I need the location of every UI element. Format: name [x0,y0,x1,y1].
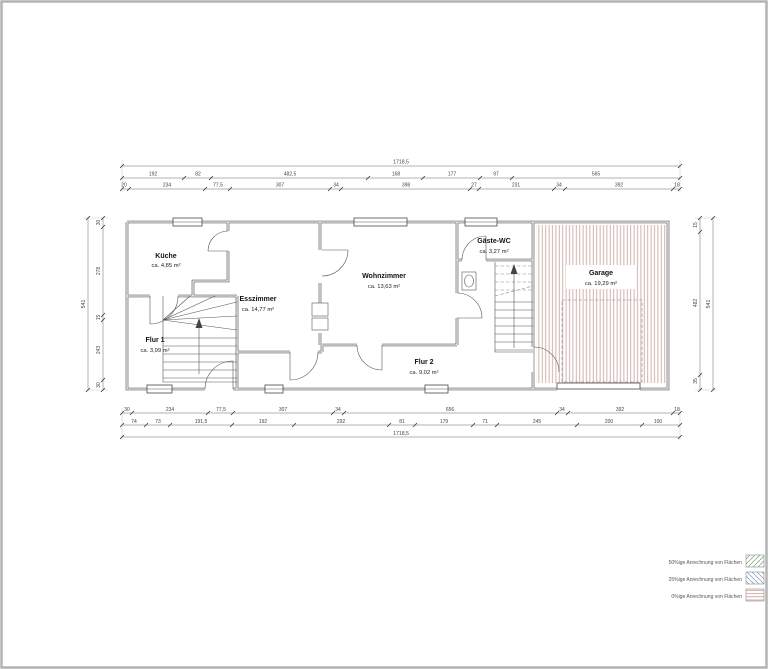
legend-swatch-red-horizontal [746,589,764,601]
room-area-wohnzimmer: ca. 13,63 m² [367,284,401,290]
dim-label: 177 [447,171,457,178]
dim-label: 1718,5 [393,159,409,166]
dim-label: 234 [165,406,175,413]
dim-label: 30 [124,406,130,413]
door-arc-wohnzimmer-esszimmer [322,250,348,276]
room-area-kueche: ca. 4,85 m² [151,263,181,269]
dim-label: 168 [391,171,401,178]
room-name-esszimmer: Esszimmer [239,296,277,303]
dim-label: 30 [96,382,102,388]
dim-label: 398 [401,182,411,189]
window [147,385,172,393]
dim-label: 243 [96,345,102,355]
dim-label: 81 [399,418,405,425]
window [354,218,407,226]
dim-label: 200 [604,418,614,425]
dim-label: 34 [335,406,341,413]
legend-label: 50%ige Anrechnung von Flächen [668,560,742,566]
door-arc-kueche [208,231,228,251]
dim-label: 1718,5 [393,430,409,437]
dim-label: 392 [614,182,624,189]
wc-fixture-bowl [465,275,474,287]
dim-label: 18 [674,406,680,413]
staircase-upper [462,262,533,352]
dim-label: 307 [278,406,288,413]
room-area-esszimmer: ca. 14,77 m² [241,307,275,313]
dimensions-top [120,160,682,193]
dim-label: 392 [615,406,625,413]
window [173,218,202,226]
dim-label: 565 [591,171,601,178]
window [425,385,448,393]
dim-label: 34 [333,182,339,189]
dim-label: 77,5 [216,406,226,413]
room-name-gaeste-wc: Gäste-WC [477,238,511,245]
dim-label: 192 [258,418,268,425]
dim-label: 15 [96,314,102,321]
chimney-block [312,303,328,316]
dim-label: 30 [96,219,102,226]
room-area-garage: ca. 19,29 m² [584,281,618,287]
dim-label: 656 [445,406,455,413]
dim-label: 191,5 [194,418,208,425]
door-arc-wohnzimmer-flur2 [357,345,382,370]
stair-arrow-head-icon [511,264,518,274]
stair-arrow-head-icon [196,318,203,328]
dim-label: 192 [148,171,158,178]
dim-label: 482,5 [283,171,297,178]
dim-label: 71 [482,418,488,425]
room-name-flur1: Flur 1 [145,337,165,344]
legend-swatch-green-diagonal [746,555,764,567]
dim-label: 231 [511,182,521,189]
room-area-flur2: ca. 9,02 m² [409,370,439,376]
dim-label: 15 [693,222,699,228]
dimensions-bottom [120,407,682,440]
dim-label: 35 [693,378,699,384]
legend-label: 0%ige Anrechnung von Flächen [671,594,742,600]
dim-label: 541 [81,299,87,309]
dim-label: 34 [559,406,565,413]
dim-label: 292 [336,418,346,425]
staircase-flur1 [163,296,237,382]
dimensions-right [693,216,717,392]
legend-swatch-blue-diagonal [746,572,764,584]
legend-item-25 [669,572,764,584]
room-name-flur2: Flur 2 [414,359,434,366]
dim-label: 179 [439,418,449,425]
door-arc-esszimmer-flur2 [290,352,318,380]
dim-label: 27 [471,182,477,189]
chimney-block [312,318,328,330]
dim-label: 74 [131,418,137,425]
door-arc-lobby [457,293,482,318]
dim-label: 482 [693,298,699,308]
room-name-garage: Garage [588,270,614,277]
dim-label: 18 [674,182,680,189]
dim-label: 97 [493,171,499,178]
window [265,385,283,393]
legend-item-0 [671,589,764,601]
garage-door [557,383,640,389]
legend-item-50 [669,555,764,567]
dimensions-left [81,216,108,392]
room-area-flur1: ca. 3,99 m² [140,348,170,354]
dim-label: 541 [706,299,712,309]
dim-label: 278 [96,266,102,276]
dim-label: 73 [155,418,161,425]
dim-label: 82 [195,171,201,178]
room-name-kueche: Küche [155,253,177,260]
legend-label: 25%ige Anrechnung von Flächen [668,577,742,583]
dim-label: 245 [532,418,542,425]
window [465,218,497,226]
legend [669,555,764,601]
door-arc-entrance [205,361,233,389]
dim-label: 34 [556,182,562,189]
dim-label: 20 [121,182,127,189]
dim-label: 307 [275,182,285,189]
dim-label: 77,5 [213,182,223,189]
room-area-gaeste-wc: ca. 3,27 m² [479,249,509,255]
room-name-wohnzimmer: Wohnzimmer [362,273,406,280]
dim-label: 100 [653,418,663,425]
dim-label: 234 [162,182,172,189]
